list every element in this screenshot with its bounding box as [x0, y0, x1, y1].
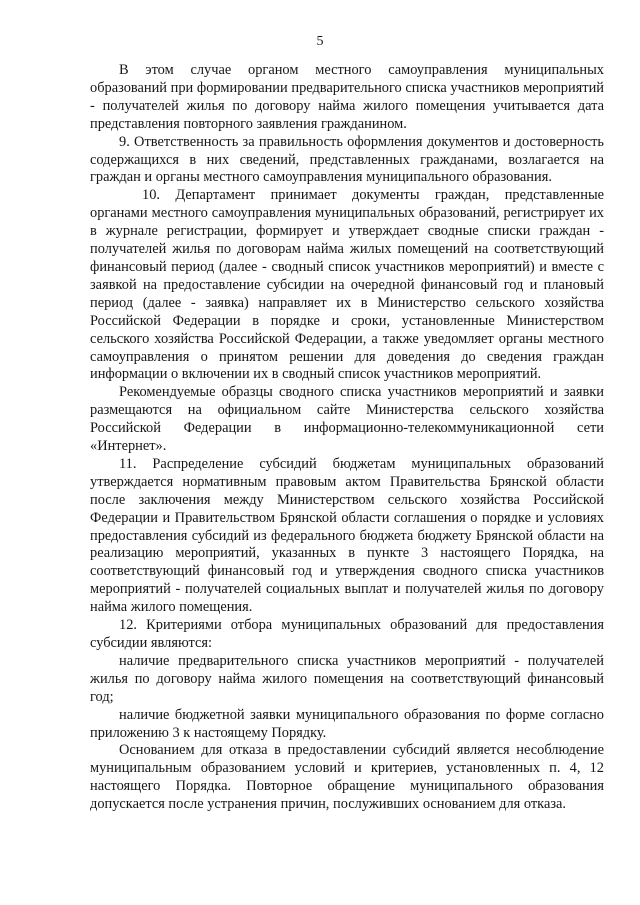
paragraph-refusal-grounds: Основанием для отказа в предоставлении субсидий является несоблюдение муниципальным образованием условий и критериев, установленных п. 4, 12 настоящего Порядка. Повторное обращение муниципального образования допускается после устранения причин, послуживших основанием для отказа. [90, 742, 604, 813]
paragraph-criterion-budget-request: наличие бюджетной заявки муниципального образования по форме согласно приложению 3 к настоящему Порядку. [90, 706, 604, 741]
paragraph-item-10: 10. Департамент принимает документы граждан, представленные органами местного самоуправления муниципальных образований, регистрирует их в журнале регистрации, формирует и утверждает сводные списки граждан - получателей жилья по договорам найма жилых помещений на соответствующий финансовый период (далее - сводный список участников мероприятий) и вместе с заявкой на предоставление субсидии на очередной финансовый год и плановый период (далее - заявка) направляет их в Министерство сельского хозяйства Российской Федерации в порядке и сроки, установленные Министерством сельского хозяйства Российской Федерации, а также уведомляет органы местного самоуправления о принятом решении для доведения до сведения граждан информации о включении их в сводный список участников мероприятий. [90, 187, 604, 383]
paragraph-dated-reapplication: В этом случае органом местного самоуправления муниципальных образований при формировании предварительного списка участников мероприятий - получателей жилья по договору найма жилого помещения учитывается дата представления повторного заявления гражданином. [90, 62, 604, 132]
paragraph-item-12: 12. Критериями отбора муниципальных образований для предоставления субсидии являются: [90, 617, 604, 651]
paragraph-item-11: 11. Распределение субсидий бюджетам муниципальных образований утверждается нормативным правовым актом Правительства Брянской области после заключения между Министерством сельского хозяйства Российской Федерации и Правительством Брянской области соглашения о порядке и условиях предоставления субсидий из федерального бюджета бюджету Брянской области на реализацию мероприятий, указанных в пункте 3 настоящего Порядка, на соответствующий финансовый год и утверждения сводного списка участников мероприятий - получателей социальных выплат и получателей жилья по договору найма жилого помещения. [90, 455, 604, 616]
page-number: 5 [316, 34, 324, 49]
paragraph-item-9: 9. Ответственность за правильность оформления документов и достоверность содержащихся в них сведений, представленных гражданами, возлагается на граждан и органы местного самоуправления муниципального образования. [90, 133, 604, 186]
paragraph-criterion-preliminary-list: наличие предварительного списка участников мероприятий - получателей жилья по договору найма жилого помещения на соответствующий финансовый год; [90, 652, 604, 705]
paragraph-recommended-samples: Рекомендуемые образцы сводного списка участников мероприятий и заявки размещаются на официальном сайте Министерства сельского хозяйства Российской Федерации в информационно-телекоммуникационной сети «Интернет». [90, 384, 604, 455]
